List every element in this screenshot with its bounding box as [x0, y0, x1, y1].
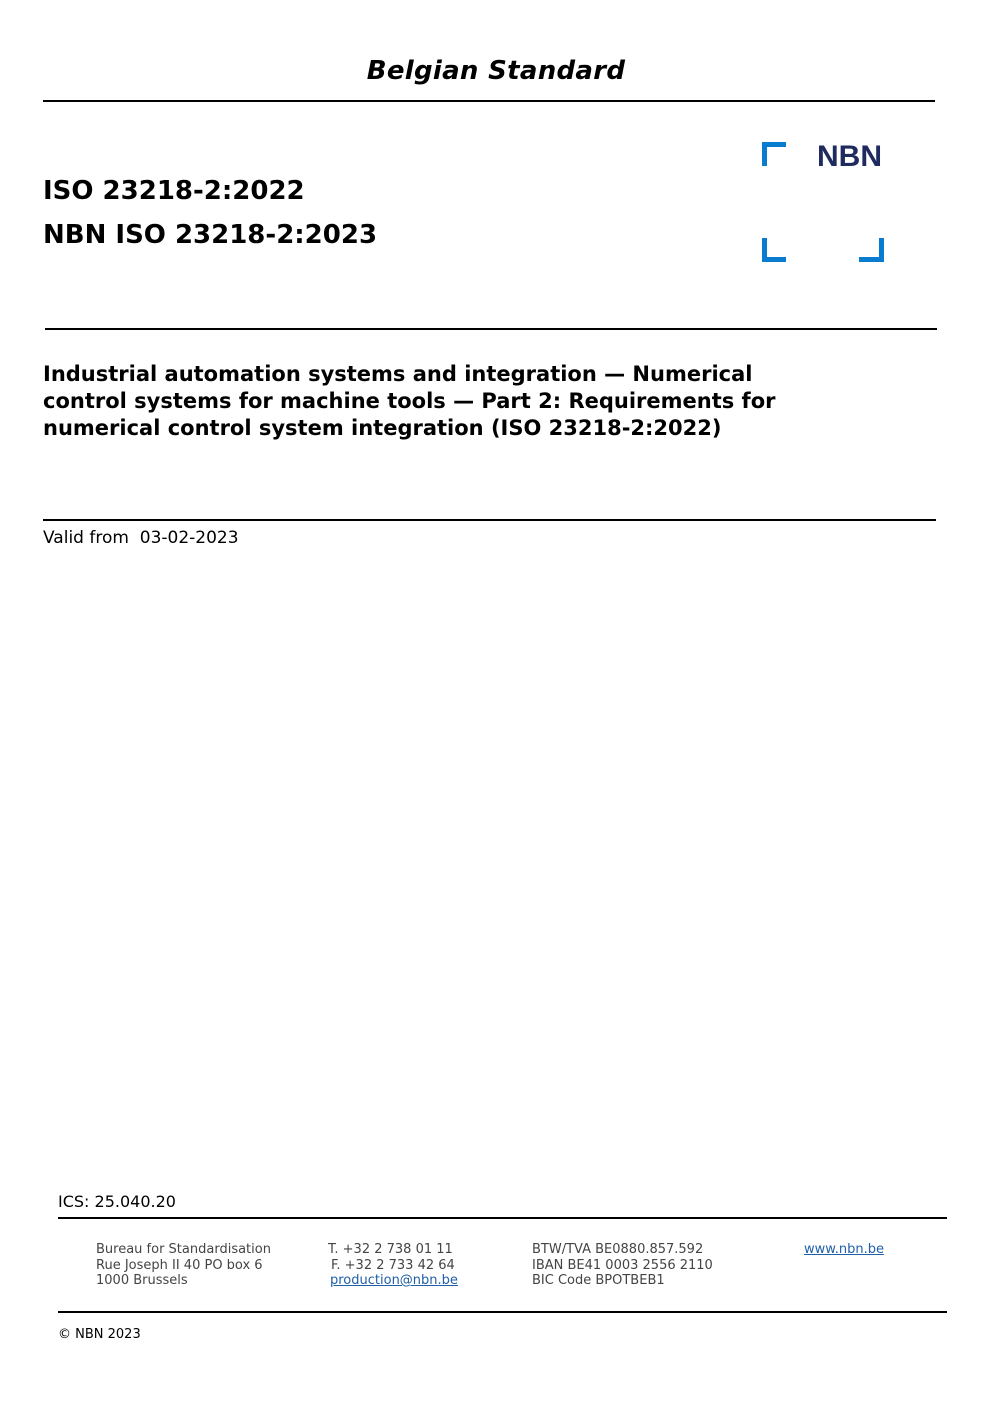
footer-bottom-divider: [58, 1311, 947, 1313]
title-divider: [43, 519, 936, 521]
address-line: 1000 Brussels: [96, 1273, 188, 1288]
header-divider: [43, 100, 935, 102]
nbn-logo: [762, 140, 884, 264]
iso-standard-id: ISO 23218-2:2022: [43, 176, 305, 206]
identifier-divider: [45, 328, 937, 330]
document-title-line: numerical control system integration (ISO 23218-2:2022): [43, 416, 722, 440]
fax-number: F. +32 2 733 42 64: [331, 1257, 455, 1273]
website-link[interactable]: www.nbn.be: [804, 1242, 884, 1257]
footer-bank-details: [532, 1242, 713, 1289]
phone-number: T. +32 2 738 01 11: [328, 1242, 453, 1257]
address-line: Bureau for Standardisation: [96, 1242, 271, 1257]
iban-number: IBAN BE41 0003 2556 2110: [532, 1257, 713, 1273]
email-link[interactable]: production@nbn.be: [330, 1273, 458, 1288]
valid-from-date: 03-02-2023: [139, 528, 239, 548]
document-title: [43, 361, 923, 442]
footer-top-divider: [58, 1217, 947, 1219]
ics-code: ICS: 25.040.20: [58, 1192, 176, 1211]
document-type-heading: Belgian Standard: [366, 56, 626, 86]
nbn-logo-wordmark: NBN: [817, 140, 882, 173]
document-title-line: control systems for machine tools — Part 2: Requirements for: [43, 389, 776, 413]
vat-number: BTW/TVA BE0880.857.592: [532, 1242, 704, 1257]
document-title-line: Industrial automation systems and integration — Numerical: [43, 362, 753, 386]
footer-address: [96, 1242, 271, 1289]
address-line: Rue Joseph II 40 PO box 6: [96, 1257, 263, 1273]
nbn-standard-id: NBN ISO 23218-2:2023: [43, 220, 378, 250]
footer-website: [804, 1242, 884, 1258]
copyright-notice: © NBN 2023: [58, 1327, 141, 1342]
valid-from-label: Valid from: [43, 528, 129, 548]
validity-line: [43, 528, 239, 548]
footer-contact: [328, 1242, 458, 1289]
bic-code: BIC Code BPOTBEB1: [532, 1273, 665, 1288]
